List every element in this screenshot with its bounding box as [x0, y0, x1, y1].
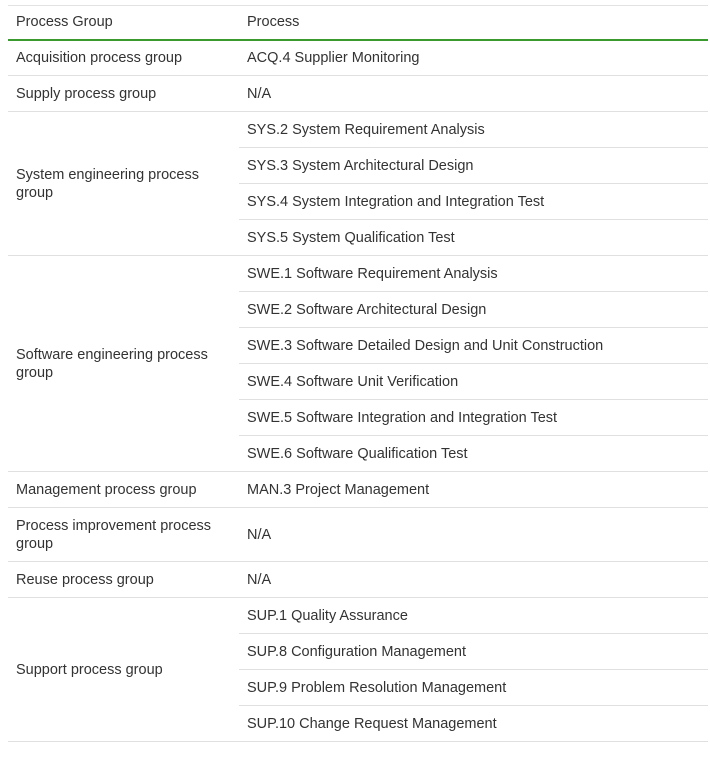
process-cell: N/A: [239, 76, 708, 112]
process-group-cell: Support process group: [8, 598, 239, 742]
process-cell: SYS.5 System Qualification Test: [239, 220, 708, 256]
table-row: [8, 508, 708, 562]
table-row: [8, 40, 708, 76]
process-cell: SWE.5 Software Integration and Integration Test: [239, 400, 708, 436]
process-cell: SUP.10 Change Request Management: [239, 706, 708, 742]
process-cell: SYS.4 System Integration and Integration Test: [239, 184, 708, 220]
process-cell: N/A: [239, 562, 708, 598]
process-cell: MAN.3 Project Management: [239, 472, 708, 508]
table-row: [8, 112, 708, 148]
process-cell: SWE.2 Software Architectural Design: [239, 292, 708, 328]
process-cell: SUP.8 Configuration Management: [239, 634, 708, 670]
process-cell: SWE.1 Software Requirement Analysis: [239, 256, 708, 292]
process-cell: SWE.4 Software Unit Verification: [239, 364, 708, 400]
process-group-cell: Acquisition process group: [8, 40, 239, 76]
process-cell: SWE.3 Software Detailed Design and Unit Construction: [239, 328, 708, 364]
process-cell: SWE.6 Software Qualification Test: [239, 436, 708, 472]
table-row: [8, 256, 708, 292]
process-cell: SUP.1 Quality Assurance: [239, 598, 708, 634]
header-process: Process: [239, 6, 708, 40]
table-header: [8, 6, 708, 40]
table-body: [8, 40, 708, 742]
process-cell: SUP.9 Problem Resolution Management: [239, 670, 708, 706]
process-group-cell: Supply process group: [8, 76, 239, 112]
table-row: [8, 472, 708, 508]
process-cell: ACQ.4 Supplier Monitoring: [239, 40, 708, 76]
process-cell: SYS.3 System Architectural Design: [239, 148, 708, 184]
table-row: [8, 598, 708, 634]
process-group-cell: Software engineering process group: [8, 256, 239, 472]
process-group-cell: Management process group: [8, 472, 239, 508]
process-group-cell: System engineering process group: [8, 112, 239, 256]
process-group-cell: Process improvement process group: [8, 508, 239, 562]
table-row: [8, 562, 708, 598]
header-row: [8, 6, 708, 40]
process-group-cell: Reuse process group: [8, 562, 239, 598]
process-cell: N/A: [239, 508, 708, 562]
process-table: [8, 5, 708, 742]
process-table-container: [8, 0, 708, 742]
header-process-group: Process Group: [8, 6, 239, 40]
table-row: [8, 76, 708, 112]
process-cell: SYS.2 System Requirement Analysis: [239, 112, 708, 148]
